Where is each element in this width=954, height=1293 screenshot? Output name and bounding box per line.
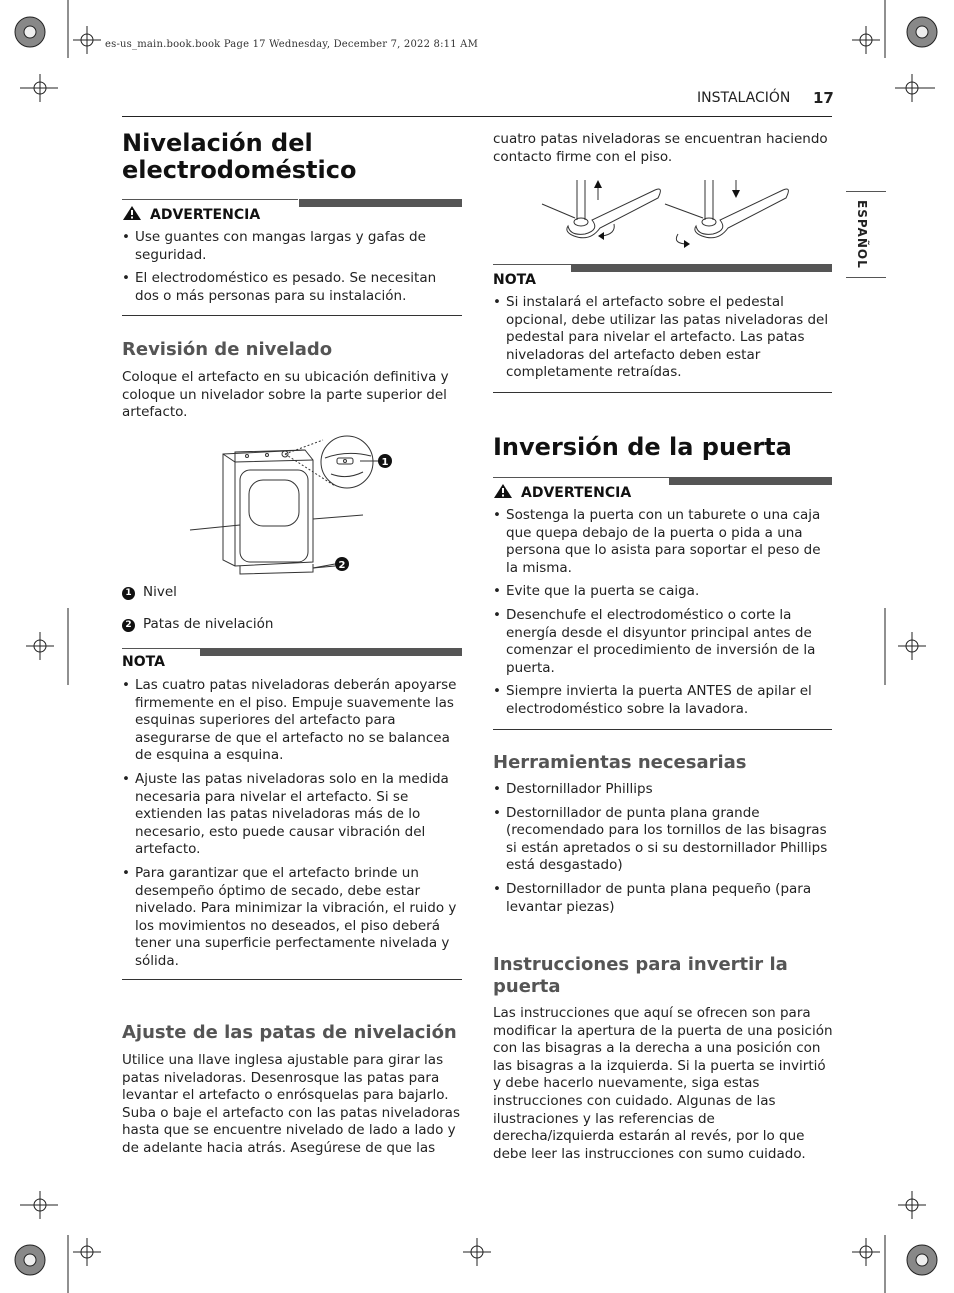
page-title-door-reversal: Inversión de la puerta [493, 433, 792, 461]
continued-text: cuatro patas niveladoras se encuentran haciendo contacto firme con el piso. [493, 131, 828, 165]
warning-label [493, 483, 631, 501]
legend-number: 1 [122, 587, 135, 600]
warning-label-text: ADVERTENCIA [521, 485, 632, 501]
warning-header-2 [493, 477, 832, 501]
heading-leveling-check: Revisión de nivelado [122, 339, 333, 360]
list-item: • El electrodoméstico es pesado. Se necesitan dos o más personas para su instalación. [122, 270, 462, 305]
note-bar [571, 264, 832, 272]
list-item: • Destornillador de punta plana pequeño (para levantar piezas) [493, 881, 832, 916]
leveling-check-text: Coloque el artefacto en su ubicación definitiva y coloque un nivelador sobre la parte superior del artefacto. [122, 369, 449, 421]
heading-instructions: Instrucciones para invertir la puerta [493, 954, 788, 997]
side-tab-rule-top [846, 191, 886, 192]
heading-tools: Herramientas necesarias [493, 752, 747, 773]
list-item: • Ajuste las patas niveladoras solo en la medida necesaria para nivelar el artefacto. Si se extienden las patas niveladoras más de lo necesario, esto puede causar vibración del artefacto. [122, 771, 462, 859]
legend-number: 2 [122, 619, 135, 632]
note-list-1 [122, 677, 462, 977]
section-rule [122, 315, 462, 316]
note-list-2 [493, 294, 832, 388]
warning-label-text: ADVERTENCIA [150, 207, 261, 223]
leveling-legs-text: Utilice una llave inglesa ajustable para girar las patas niveladoras. Desenrosque las patas para levantar el artefacto o enrósquelas para bajarlo. Suba o baje el artefacto con las patas niveladoras hasta que se encuentre nivelado de lado a lado y de adelante hacia atrás. Asegúrese de que las [122, 1052, 460, 1156]
side-tab-rule-bottom [846, 277, 886, 278]
warning-thin-rule [493, 477, 669, 478]
wrench-adjust-illustration [540, 178, 790, 250]
legend-label: Nivel [143, 584, 177, 600]
warning-icon [493, 483, 513, 499]
warning-list-2 [493, 507, 832, 725]
language-tab [849, 200, 889, 270]
warning-thin-rule [122, 199, 298, 200]
list-item: • Siempre invierta la puerta ANTES de apilar el electrodoméstico sobre la lavadora. [493, 683, 832, 718]
legend-item-legs [122, 616, 273, 633]
note-bar [200, 648, 462, 656]
list-item: • Destornillador de punta plana grande (recomendado para los tornillos de las bisagras si están apretados o si su destornillador Phillips está desgastado) [493, 805, 832, 875]
note-header-2 [493, 264, 832, 288]
section-rule [493, 392, 832, 393]
warning-header-1 [122, 199, 462, 223]
instructions-text: Las instrucciones que aquí se ofrecen son para modificar la apertura de la puerta de una posición con las bisagras a la derecha a una posición con las bisagras a la izquierda. Si la puerta se invirtió y debe hacerlo nuevamente, siga estas instrucciones con cuidado. Algunas de las ilustraciones y las referencias de derecha/izquierda estarán al revés, por lo que debe leer las instrucciones con sumo cuidado. [493, 1005, 833, 1162]
section-rule [493, 729, 832, 730]
note-thin-rule [493, 264, 571, 265]
callout-1: 1 [381, 457, 389, 468]
list-item: • Las cuatro patas niveladoras deberán apoyarse firmemente en el piso. Empuje suavemente las esquinas superiores del artefacto para asegurarse de que el artefacto no se balancea de esquina a esquina. [122, 677, 462, 765]
dryer-level-illustration [185, 432, 400, 580]
header-rule [122, 116, 832, 117]
page-title-leveling: Nivelación del electrodoméstico [122, 129, 357, 184]
list-item: • Evite que la puerta se caiga. [493, 583, 832, 601]
note-header-1 [122, 648, 462, 668]
section-rule [122, 979, 462, 980]
warning-label [122, 205, 260, 223]
list-item: • Si instalará el artefacto sobre el pedestal opcional, debe utilizar las patas niveladoras del pedestal para nivelar el artefacto. Las patas niveladoras del artefacto deben estar completamente retraídas. [493, 294, 832, 382]
legend-label: Patas de nivelación [143, 616, 274, 632]
legend-item-level [122, 584, 177, 601]
tools-list [493, 781, 832, 922]
warning-bar [669, 477, 832, 485]
warning-list-1 [122, 229, 462, 311]
note-thin-rule [122, 648, 200, 649]
page-number: 17 [813, 89, 834, 107]
section-title: INSTALACIÓN [697, 90, 791, 106]
callout-2: 2 [338, 560, 346, 571]
list-item: • Desenchufe el electrodoméstico o corte la energía desde el disyuntor principal antes de comenzar el procedimiento de inversión de la puerta. [493, 607, 832, 677]
language-tab-label: ESPAÑOL [855, 200, 869, 269]
warning-icon [122, 205, 142, 221]
print-slug: es-us_main.book.book Page 17 Wednesday, December 7, 2022 8:11 AM [105, 39, 479, 50]
list-item: • Sostenga la puerta con un taburete o una caja que quepa debajo de la puerta o pida a una persona que lo asista para soportar el peso de la misma. [493, 507, 832, 577]
note-label: NOTA [493, 272, 536, 288]
heading-leveling-legs: Ajuste de las patas de nivelación [122, 1022, 457, 1043]
list-item: • Use guantes con mangas largas y gafas de seguridad. [122, 229, 462, 264]
note-label: NOTA [122, 654, 165, 670]
list-item: • Para garantizar que el artefacto brinde un desempeño óptimo de secado, debe estar nivelado. Para minimizar la vibración, el ruido y los movimientos no deseados, el piso deberá tener una superficie perfectamente nivelada y sólida. [122, 865, 462, 971]
list-item: • Destornillador Phillips [493, 781, 832, 799]
warning-bar [299, 199, 462, 207]
